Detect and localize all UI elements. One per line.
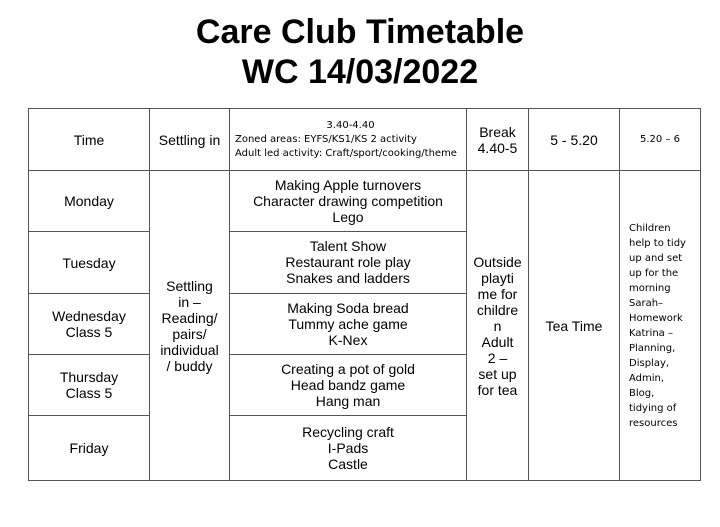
table-row xyxy=(29,171,701,232)
header-break: Break 4.40-5 xyxy=(467,109,529,171)
settling-cell: Settling in – Reading/ pairs/ individual / buddy xyxy=(150,171,230,481)
day-cell: Monday xyxy=(29,171,150,232)
page-subtitle: WC 14/03/2022 xyxy=(241,53,479,91)
day-cell: Wednesday Class 5 xyxy=(29,294,150,355)
header-time: Time xyxy=(29,109,150,171)
day-cell: Thursday Class 5 xyxy=(29,355,150,416)
day-cell: Friday xyxy=(29,416,150,481)
day-cell: Tuesday xyxy=(29,232,150,294)
header-settling: Settling in xyxy=(150,109,230,171)
header-adult-led: Adult led activity: Craft/sport/cooking/theme xyxy=(235,147,457,159)
notes-cell: Children help to tidy up and set up for the morning Sarah– Homework Katrina – Planning, Display, Admin, Blog, tidying of resources xyxy=(620,171,701,481)
activity-cell: Talent Show Restaurant role play Snakes and ladders xyxy=(230,232,467,294)
page-title: Care Club Timetable xyxy=(195,13,525,51)
header-row xyxy=(29,109,701,171)
header-zoned: Zoned areas: EYFS/KS1/KS 2 activity xyxy=(235,133,417,145)
header-slot-3: 5.20 – 6 xyxy=(620,109,701,171)
timetable xyxy=(28,108,701,481)
activity-cell: Making Apple turnovers Character drawing competition Lego xyxy=(230,171,467,232)
activity-cell: Making Soda bread Tummy ache game K-Nex xyxy=(230,294,467,355)
break-cell: Outside playti me for childre n Adult 2 – set up for tea xyxy=(467,171,529,481)
activity-cell: Recycling craft I-Pads Castle xyxy=(230,416,467,481)
tea-cell: Tea Time xyxy=(529,171,620,481)
header-activity xyxy=(230,109,467,171)
activity-cell: Creating a pot of gold Head bandz game Hang man xyxy=(230,355,467,416)
header-slot-2: 5 - 5.20 xyxy=(529,109,620,171)
header-activity-time: 3.40-4.40 xyxy=(326,119,375,131)
